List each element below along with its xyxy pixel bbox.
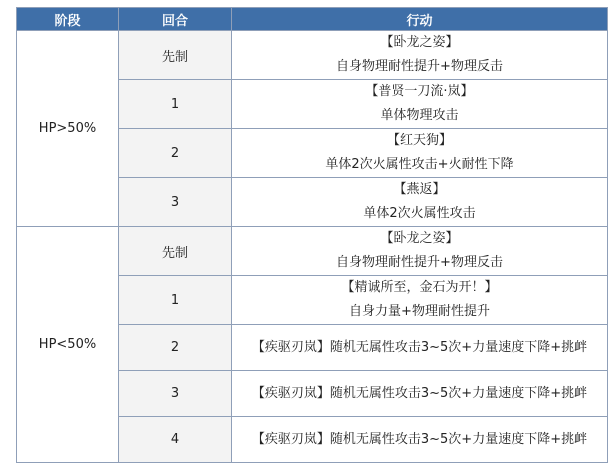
skill-effect: 单体物理攻击 [380,108,459,123]
table-row [17,31,608,80]
turn-cell: 2 [119,129,232,178]
action-cell [232,178,608,227]
skill-effect: 单体2次火属性攻击 [363,206,476,221]
action-cell [232,129,608,178]
turn-cell: 先制 [119,227,232,276]
skill-effect: 自身力量+物理耐性提升 [349,304,490,319]
action-cell [232,417,608,463]
turn-cell: 3 [119,371,232,417]
skill-name: 【普贤一刀流·岚】 [365,84,474,99]
skill-description: 【疾驱刃岚】随机无属性攻击3~5次+力量速度下降+挑衅 [251,431,588,447]
turn-cell: 2 [119,325,232,371]
phase-cell: HP>50% [17,31,119,227]
header-phase: 阶段 [17,8,119,31]
skill-name: 【精诚所至，金石为开！】 [341,280,498,295]
skill-effect: 单体2次火属性攻击+火耐性下降 [325,157,514,172]
turn-cell: 1 [119,276,232,325]
action-cell [232,80,608,129]
action-cell [232,371,608,417]
skill-description: 【疾驱刃岚】随机无属性攻击3~5次+力量速度下降+挑衅 [251,339,588,355]
action-cell [232,31,608,80]
skill-effect: 自身物理耐性提升+物理反击 [336,255,503,270]
skill-name: 【卧龙之姿】 [380,35,459,50]
turn-cell: 先制 [119,31,232,80]
skill-effect: 自身物理耐性提升+物理反击 [336,59,503,74]
turn-cell: 3 [119,178,232,227]
table-row [17,227,608,276]
skill-name: 【燕返】 [393,182,446,197]
skill-name: 【卧龙之姿】 [380,231,459,246]
action-cell [232,325,608,371]
header-action: 行动 [232,8,608,31]
turn-cell: 4 [119,417,232,463]
boss-action-table [16,7,608,463]
skill-description: 【疾驱刃岚】随机无属性攻击3~5次+力量速度下降+挑衅 [251,385,588,401]
header-turn: 回合 [119,8,232,31]
phase-cell: HP<50% [17,227,119,463]
turn-cell: 1 [119,80,232,129]
action-cell [232,227,608,276]
table-header-row [17,8,608,31]
skill-name: 【红天狗】 [386,133,452,148]
action-cell [232,276,608,325]
